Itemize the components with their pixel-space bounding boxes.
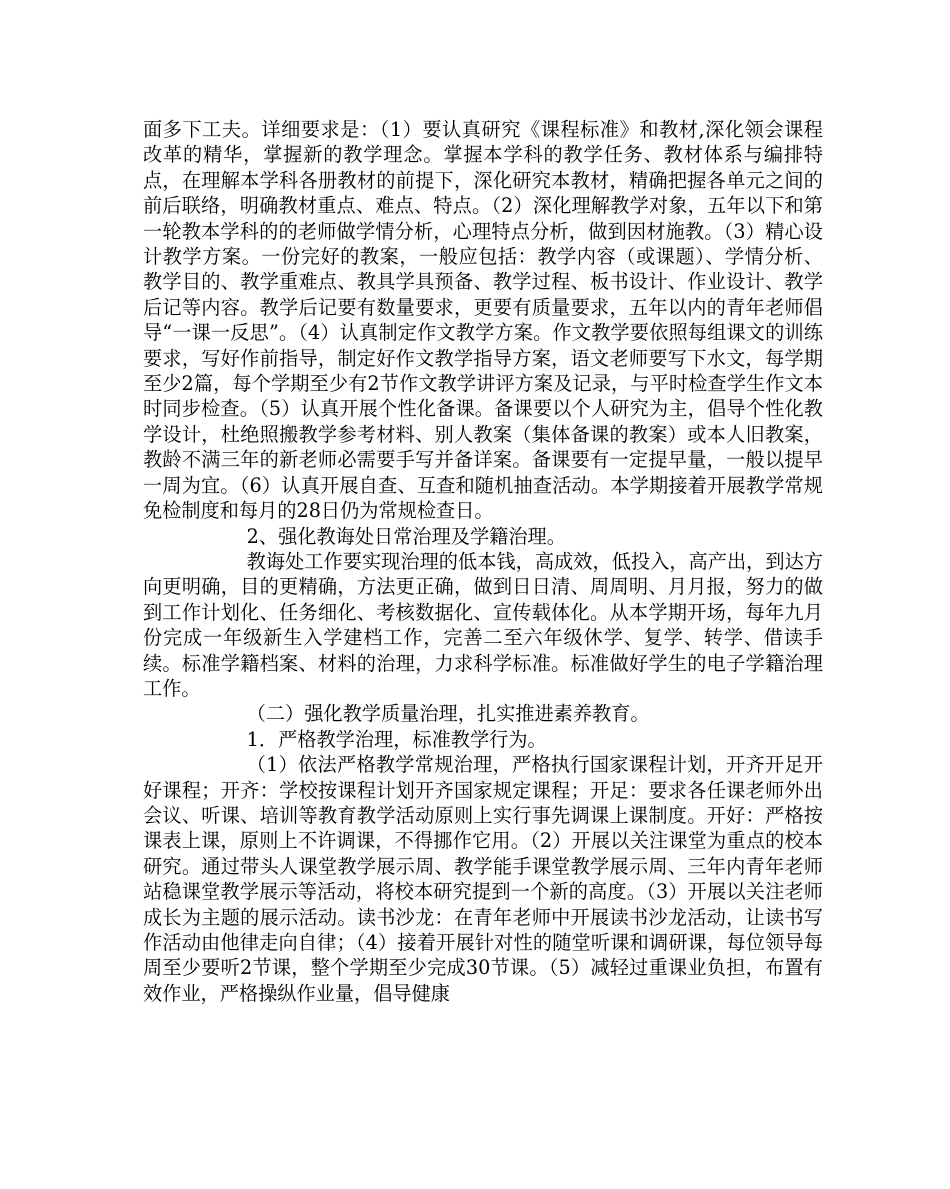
paragraph-heading-strict-management: 1．严格教学治理，标准教学行为。 bbox=[246, 727, 547, 751]
paragraph-teaching-requirements: 面多下工夫。详细要求是：（1）要认真研究《课程标准》和教材,深化领会课程改革的精华，掌握新的教学理念。掌握本学科的教学任务、教材体系与编排特点，在理解本学科各册教材的前提下，深化研究本教材，精确把握各单元之间的前后联络，明确教材重点、难点、特点。（2）深化理解教学对象，五年以下和第一轮教本学科的的老师做学情分析，心理特点分析，做到因材施教。（3）精心设计教学方案。一份完好的教案，一般应包括：教学内容（或课题）、学情分析、教学目的、教学重难点、教具学具预备、教学过程、板书设计、作业设计、教学后记等内容。教学后记要有数量要求，更要有质量要求，五年以内的青年老师倡导“一课一反思”。（4）认真制定作文教学方案。作文教学要依照每组课文的训练要求，写好作前指导，制定好作文教学指导方案，语文老师要写下水文，每学期至少2篇，每个学期至少有2节作文教学讲评方案及记录，与平时检查学生作文本时同步检查。（5）认真开展个性化备课。备课要以个人研究为主，倡导个性化教学设计，杜绝照搬教学参考材料、别人教案（集体备课的教案）或本人旧教案，教龄不满三年的新老师必需要手写并备详案。备课要有一定提早量，一般以提早一周为宜。（6）认真开展自查、互查和随机抽查活动。本学期接着开展教学常规免检制度和每月的28日仍为常规检查日。 bbox=[143, 118, 823, 523]
paragraph-academic-affairs-work: 教诲处工作要实现治理的低本钱，高成效，低投入，高产出，到达方向更明确，目的更精确，方法更正确，做到日日清、周周明、月月报，努力的做到工作计划化、任务细化、考核数据化、宣传载体化。从本学期开场，每年九月份完成一年级新生入学建档工作，完善二至六年级休学、复学、转学、借读手续。标准学籍档案、材料的治理，力求科学标准。标准做好学生的电子学籍治理工作。 bbox=[143, 549, 823, 700]
paragraph-heading-academic-affairs: 2、强化教诲处日常治理及学籍治理。 bbox=[246, 524, 566, 548]
paragraph-teaching-routine: （1）依法严格教学常规治理，严格执行国家课程计划，开齐开足开好课程；开齐：学校按课程计划开齐国家规定课程；开足：要求各任课老师外出会议、听课、培训等教育教学活动原则上实行事先调课上课制度。开好：严格按课表上课，原则上不许调课，不得挪作它用。（2）开展以关注课堂为重点的校本研究。通过带头人课堂教学展示周、教学能手课堂教学展示周、三年内青年老师站稳课堂教学展示等活动，将校本研究提到一个新的高度。（3）开展以关注老师成长为主题的展示活动。读书沙龙：在青年老师中开展读书沙龙活动，让读书写作活动由他律走向自律；（4）接着开展针对性的随堂听课和调研课，每位领导每周至少要听2节课，整个学期至少完成30节课。（5）减轻过重课业负担，布置有效作业，严格操纵作业量，倡导健康 bbox=[143, 753, 823, 1005]
document-page bbox=[143, 117, 823, 1006]
paragraph-heading-quality-management: （二）强化教学质量治理，扎实推进素养教育。 bbox=[246, 702, 650, 726]
